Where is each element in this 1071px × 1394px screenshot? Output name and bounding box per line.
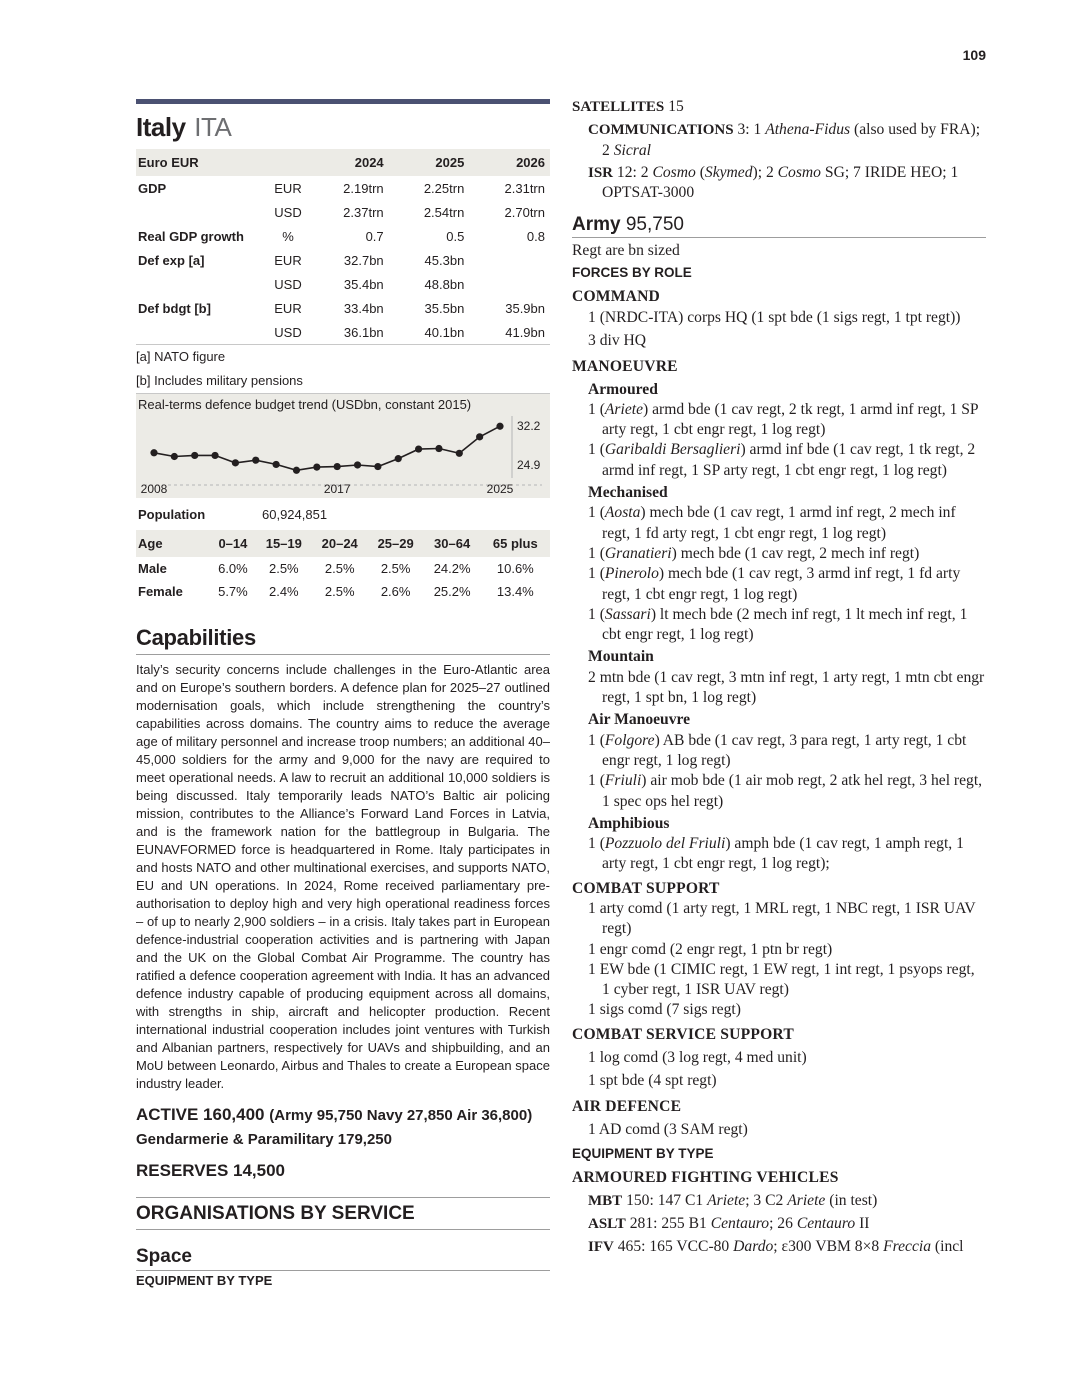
active-total: ACTIVE 160,400 [136,1105,265,1124]
age-bracket: 65 plus [481,530,550,557]
table-row [136,224,550,248]
row-value [469,272,550,296]
list-item [572,731,986,772]
communications-label: COMMUNICATIONS [588,122,734,139]
entry-text: ) armd bde (1 cav regt, 2 tk regt, 1 armd inf regt, 1 SP arty regt, 1 cbt engr regt, 1 log regt) [602,400,979,439]
row-value: 40.1bn [389,320,470,345]
row-value: 0.8 [526,228,545,244]
age-share: 13.4% [496,584,534,599]
entry-text: 1 ( [588,504,605,522]
age-share: 2.5% [324,584,355,599]
reserves-total: RESERVES 14,500 [136,1161,285,1180]
note-a: [a] NATO figure [136,349,226,364]
country-title [136,111,550,143]
page-number: 109 [962,47,986,63]
data-point [395,455,402,462]
list-item: 1 AD comd (3 SAM regt) [588,1120,748,1138]
organisations-heading: ORGANISATIONS BY SERVICE [136,1197,550,1230]
army-strength: 95,750 [625,214,684,236]
data-point [334,463,341,470]
country-name: Italy [136,112,186,142]
header-year: 2025 [389,149,470,176]
entry-text: ) armd inf bde (1 cav regt, 1 tk regt, 2 armd inf regt, 1 SP arty regt, 1 cbt engr regt, 1 log regt) [602,441,976,479]
population-value: 60,924,851 [262,506,328,522]
space-equipment-heading: EQUIPMENT BY TYPE [136,1273,273,1288]
row-label: GDP [138,180,167,196]
entry-text: 1 ( [588,544,605,562]
entry-text: 1 ( [588,835,605,853]
unit-name: Pinerolo [604,565,659,583]
satellite-name: Skymed [704,163,753,181]
communications-entry [572,120,986,161]
ifv-entry [572,1237,986,1257]
x-tick-label: 2017 [323,482,351,496]
age-share: 2.5% [324,561,355,576]
satellite-name: Cosmo [777,163,821,181]
entry-text: 3: 1 [737,121,762,139]
age-bracket: 30–64 [424,530,481,557]
table-row [136,176,550,200]
unit-name: Garibaldi Bersaglieri [604,441,741,459]
entry-text: 1 ( [588,565,605,583]
unit-name: Ariete [604,400,643,418]
entry-text: ) mech bde (1 cav regt, 2 mech inf regt) [671,544,920,562]
space-heading: Space [136,1246,550,1271]
budget-trend-chart [136,393,550,498]
data-point [232,459,239,466]
data-point [354,461,361,468]
amphibious-subheading: Amphibious [588,814,670,832]
entry-text: ) amph bde (1 cav regt, 1 amph regt, 1 arty regt, 1 cbt engr regt, 1 log regt); [602,835,964,873]
vehicle-name: Ariete [707,1191,746,1209]
row-value: 45.3bn [424,252,465,268]
age-share: 2.4% [268,584,299,599]
vehicle-name: Centauro [710,1215,770,1233]
entry-text: ; 26 [769,1215,793,1233]
entry-text: ( [699,163,705,181]
data-point [293,467,300,474]
age-bracket: 0–14 [210,530,256,557]
table-row [136,248,550,272]
vehicle-name: Freccia [883,1238,932,1256]
combat-service-support-heading: COMBAT SERVICE SUPPORT [572,1025,794,1043]
row-unit: EUR [274,252,302,268]
satellites-line [572,97,986,117]
sex-label: Male [138,561,167,576]
age-share: 25.2% [433,584,471,599]
age-share: 5.7% [218,584,248,599]
isr-label: ISR [588,164,614,181]
entry-text: (also used by FRA); 2 [602,121,981,159]
mbt-label: MBT [588,1192,623,1209]
age-share: 6.0% [218,561,248,576]
active-personnel [136,1103,550,1151]
vehicle-name: Centauro [796,1215,856,1233]
data-point [415,445,422,452]
capabilities-heading: Capabilities [136,625,550,655]
regt-note: Regt are bn sized [572,241,680,259]
right-column [572,97,986,1258]
row-value: 33.4bn [343,300,384,316]
equipment-by-type-heading: EQUIPMENT BY TYPE [572,1146,714,1162]
unit-name: Granatieri [604,544,672,562]
satellites-label: SATELLITES [572,99,665,115]
data-point [476,433,483,440]
list-item: 1 engr comd (2 engr regt, 1 ptn br regt) [588,940,833,958]
vehicle-name: Dardo [733,1238,774,1256]
afv-heading: ARMOURED FIGHTING VEHICLES [572,1168,839,1186]
entry-text: ) air mob bde (1 air mob regt, 2 atk hel regt, 3 hel regt, 1 spec ops hel regt) [602,772,983,810]
row-label: Def exp [a] [138,252,205,268]
satellite-name: Athena-Fidus [765,121,851,139]
aslt-label: ASLT [588,1216,626,1233]
entry-text: 1 ( [588,441,605,459]
list-item: 1 sigs comd (7 sigs regt) [588,1001,741,1019]
age-table-header [136,530,550,557]
row-unit: EUR [274,180,302,196]
unit-name: Pozzuolo del Friuli [604,835,726,853]
forces-by-role-heading: FORCES BY ROLE [572,265,692,281]
satellites-value: 15 [668,98,684,115]
age-share: 2.6% [380,584,411,599]
army-label: Army [572,214,621,236]
unit-name: Friuli [604,772,642,790]
list-item [572,564,986,605]
mountain-subheading: Mountain [588,648,654,666]
isr-entry [572,163,986,204]
table-row [136,320,550,345]
list-item: 2 mtn bde (1 cav regt, 3 mtn inf regt, 1 arty regt, 1 mtn cbt engr regt, 1 spt bn, 1 log regt) [588,668,985,707]
header-year: 2024 [308,149,389,176]
age-table [136,530,550,603]
mechanised-subheading: Mechanised [588,484,668,502]
list-item [572,771,986,812]
data-point [456,450,463,457]
age-bracket: 25–29 [368,530,424,557]
age-header-label: Age [136,530,210,557]
army-heading [572,215,986,237]
ifv-label: IFV [588,1239,614,1256]
command-heading: COMMAND [572,288,661,306]
list-item: 1 EW bde (1 CIMIC regt, 1 EW regt, 1 int regt, 1 psyops regt, 1 cyber regt, 1 ISR UAV regt) [588,960,975,999]
population-label: Population [138,506,206,522]
aslt-entry [572,1214,986,1234]
row-label: Real GDP growth [138,228,244,244]
left-column [136,99,550,1288]
row-value: 0.7 [365,228,384,244]
list-item: 3 div HQ [588,331,647,349]
combat-support-heading: COMBAT SUPPORT [572,879,720,897]
entry-text: II [859,1215,870,1233]
entry-text: ) mech bde (1 cav regt, 1 armd inf regt, 2 mech inf regt, 1 fd arty regt, 1 cbt engr regt, 1 log regt) [602,504,956,542]
data-point [171,453,178,460]
entry-text: 465: 165 VCC-80 [617,1238,730,1256]
row-value: 41.9bn [469,320,550,345]
age-bracket: 15–19 [256,530,312,557]
data-point [191,452,198,459]
entry-text: 1 ( [588,400,605,418]
row-value: 0.5 [446,228,465,244]
row-value: 2.37trn [343,204,384,220]
age-share: 2.5% [268,561,299,576]
row-value: 2.31trn [504,180,545,196]
row-value: 36.1bn [308,320,389,345]
unit-name: Aosta [604,504,641,522]
entry-text: 1 ( [588,772,605,790]
entry-text: 1 ( [588,605,605,623]
row-value: 35.9bn [505,300,545,316]
entry-text: (incl [934,1238,964,1256]
row-value: 35.5bn [424,300,465,316]
economic-table [136,149,550,345]
table-row [136,557,550,580]
row-label [136,200,268,224]
entry-text: ) AB bde (1 cav regt, 3 para regt, 1 arty regt, 1 cbt engr regt, 1 log regt) [602,731,967,769]
air-manoeuvre-subheading: Air Manoeuvre [588,711,691,729]
list-item: 1 arty comd (1 arty regt, 1 MRL regt, 1 NBC regt, 1 ISR UAV regt) [588,899,976,938]
row-unit: EUR [274,300,302,316]
data-point [435,445,442,452]
row-value: 2.70trn [504,204,545,220]
manoeuvre-heading: MANOEUVRE [572,358,678,376]
mbt-entry [572,1191,986,1211]
data-point [374,463,381,470]
age-share: 10.6% [496,561,534,576]
sex-label: Female [138,584,183,599]
x-tick-label: 2008 [140,482,168,496]
age-bracket: 20–24 [312,530,368,557]
data-point [313,464,320,471]
entry-text: ); 2 [752,163,774,181]
row-value: 35.4bn [343,276,384,292]
data-point [150,449,157,456]
row-value: 32.7bn [343,252,384,268]
active-detail: (Army 95,750 Navy 27,850 Air 36,800) Gendarmerie & Paramilitary 179,250 [136,1107,533,1148]
unit-name: Sassari [604,605,651,623]
entry-text: (in test) [829,1191,878,1209]
row-value: 2.25trn [423,180,465,196]
capabilities-text: Italy’s security concerns include challenges in the Euro-Atlantic area and on Europe’s southern borders. A defence plan for 2025–27 outlined modernisation goals, which include strengthening the country’s capabilities across domains. The country aims to reduce the average age of military personnel and increase troop numbers; an additional 40–45,000 soldiers for the army and 9,000 for the navy are required to meet operational needs. A law to recruit an additional 10,000 soldiers is being discussed. Italy temporarily leads NATO’s Baltic air policing mission, contributes to the Alliance’s Forward Land Forces in Latvia, and is the framework nation for the battlegroup in Bulgaria. The EUNAVFORMED force is headquartered in Rome. Italy participates in and hosts NATO and other multinational exercises, and supports NATO, EU and UN operations. In 2024, Rome received parliamentary pre-authorisation to deploy high and very high operational readiness forces – of up to nearly 2,900 soldiers – in a crisis. Italy takes part in European defence-industrial cooperation activities and is partnering with Japan and the UK on the Global Combat Air Programme. The country has ratified a defence cooperation agreement with India. It has an advanced defence industry capable of producing equipment across all domains, with strengths in ship, aircraft and helicopter production. Recent international industrial cooperation includes joint ventures with Turkish and Albanian partners, respectively for UAVs and shipbuilding, and an MoU between Leonardo, Airbus and Thales to create a European space industry leader. [136,662,550,1091]
age-share: 2.5% [380,561,411,576]
entry-text: ; 3 C2 [745,1191,784,1209]
row-label [136,272,268,296]
row-value: 48.8bn [424,276,465,292]
note-b: [b] Includes military pensions [136,373,303,388]
entry-text: SG; 7 IRIDE HEO; 1 OPTSAT-3000 [602,163,959,202]
entry-text: 150: 147 C1 [626,1191,704,1209]
row-value: 2.19trn [343,180,384,196]
armoured-subheading: Armoured [588,380,658,398]
data-point [496,423,503,430]
entry-text: 12: 2 [616,163,649,181]
table-row [136,296,550,320]
list-item [572,834,986,875]
row-label [136,320,268,345]
list-item [572,544,986,564]
list-item: 1 log comd (3 log regt, 4 med unit) [588,1049,807,1067]
x-tick-label: 2025 [486,482,514,496]
row-unit: USD [274,204,302,220]
list-item [572,440,986,481]
entry-text: ) mech bde (1 cav regt, 3 armd inf regt, 1 fd arty regt, 1 cbt engr regt, 1 log regt) [602,565,961,603]
unit-name: Folgore [604,731,655,749]
title-rule [136,99,550,104]
table-notes [136,345,550,393]
list-item [572,400,986,441]
row-unit: USD [274,276,302,292]
row-value: 2.54trn [423,204,465,220]
y-marker-label: 32.2 [517,419,541,434]
data-point [252,457,259,464]
population-row [136,498,550,530]
row-unit: USD [268,320,308,345]
data-point [211,452,218,459]
header-unit [268,149,308,176]
air-defence-heading: AIR DEFENCE [572,1097,682,1115]
table-row [136,272,550,296]
data-point [273,461,280,468]
chart-title: Real-terms defence budget trend (USDbn, constant 2015) [138,397,472,412]
list-item: 1 spt bde (4 spt regt) [588,1072,717,1090]
satellite-name: Cosmo [652,163,696,181]
entry-text: 281: 255 B1 [629,1215,707,1233]
header-currency: Euro EUR [136,149,268,176]
list-item: 1 (NRDC-ITA) corps HQ (1 spt bde (1 sigs regt, 1 tpt regt)) [588,308,961,326]
entry-text: ; ε300 VBM 8×8 [773,1238,880,1256]
economic-table-header [136,149,550,176]
row-unit: % [282,228,294,244]
row-value [469,248,550,272]
satellite-name: Sicral [613,141,651,159]
country-code: ITA [194,112,232,142]
y-marker-label: 24.9 [517,457,541,472]
list-item [572,605,986,646]
header-year: 2026 [469,149,550,176]
row-label: Def bdgt [b] [138,300,211,316]
series-line [154,426,500,470]
entry-text: ) lt mech bde (2 mech inf regt, 1 lt mech inf regt, 1 cbt engr regt, 1 log regt) [602,605,968,644]
vehicle-name: Ariete [787,1191,826,1209]
entry-text: 1 ( [588,731,605,749]
trend-plot [136,394,550,498]
list-item [572,503,986,544]
age-share: 24.2% [433,561,471,576]
table-row [136,580,550,603]
table-row [136,200,550,224]
